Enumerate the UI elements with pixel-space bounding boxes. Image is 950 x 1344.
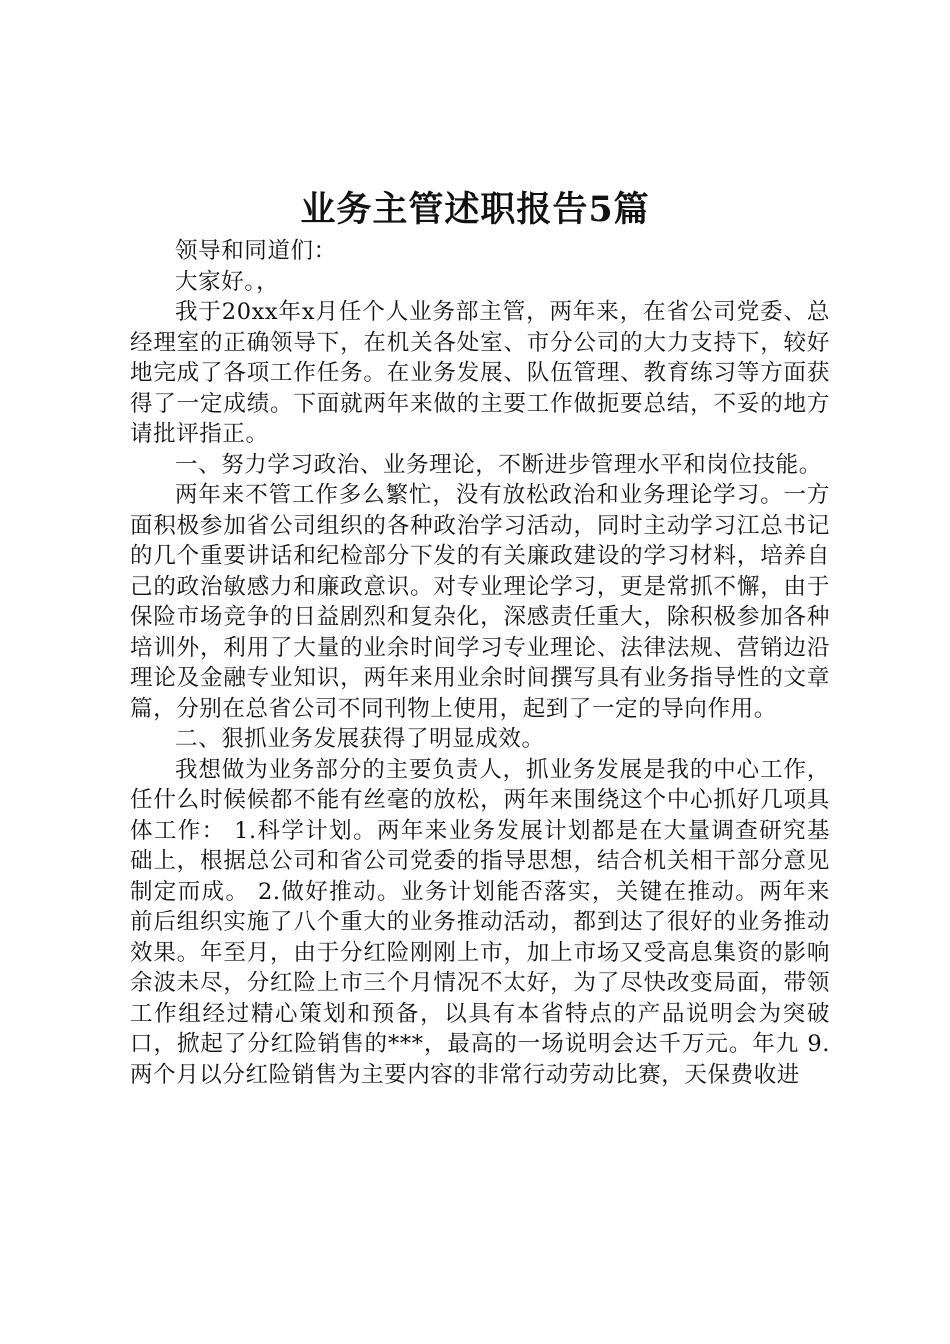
document-body — [130, 236, 830, 1090]
section-2-paragraph: 我想做为业务部分的主要负责人，抓业务发展是我的中心工作，任什么时候候都不能有丝毫的放松，两年来围绕这个中心抓好几项具体工作： 1.科学计划。两年来业务发展计划都是在大量调查研究基础上，根据总公司和省公司党委的指导思想，结合机关相干部分意见制定而成。 2.做好推动。业务计划能否落实，关键在推动。两年来前后组织实施了八个重大的业务推动活动，都到达了很好的业务推动效果。年至月，由于分红险刚刚上市，加上市场又受高息集资的影响余波未尽，分红险上市三个月情况不太好，为了尽快改变局面，带领工作组经过精心策划和预备，以具有本省特点的产品说明会为突破口，掀起了分红险销售的***，最高的一场说明会达千万元。年九 9.两个月以分红险销售为主要内容的非常行动劳动比赛，天保费收进 — [130, 756, 830, 1088]
section-heading-2: 二、狠抓业务发展获得了明显成效。 — [175, 726, 545, 752]
salutation: 领导和同道们： — [175, 238, 337, 264]
section-1-paragraph: 两年来不管工作多么繁忙，没有放松政治和业务理论学习。一方面积极参加省公司组织的各种政治学习活动，同时主动学习江总书记的几个重要讲话和纪检部分下发的有关廉政建设的学习材料，培养自己的政治敏感力和廉政意识。对专业理论学习，更是常抓不懈，由于保险市场竞争的日益剧烈和复杂化，深感责任重大，除积极参加各种培训外，利用了大量的业余时间学习专业理论、法律法规、营销边沿理论及金融专业知识，两年来用业余时间撰写具有业务指导性的文章篇，分别在总省公司不同刊物上使用，起到了一定的导向作用。 — [130, 482, 830, 722]
intro-paragraph: 我于20xx年x月任个人业务部主管，两年来，在省公司党委、总经理室的正确领导下，在机关各处室、市分公司的大力支持下，较好地完成了各项工作任务。在业务发展、队伍管理、教育练习等方面获得了一定成绩。下面就两年来做的主要工作做扼要总结，不妥的地方请批评指正。 — [130, 299, 830, 447]
greeting: 大家好。， — [175, 268, 280, 295]
document-title: 业务主管述职报告5篇 — [300, 189, 650, 230]
section-heading-1: 一、努力学习政治、业务理论，不断进步管理水平和岗位技能。 — [175, 451, 822, 478]
